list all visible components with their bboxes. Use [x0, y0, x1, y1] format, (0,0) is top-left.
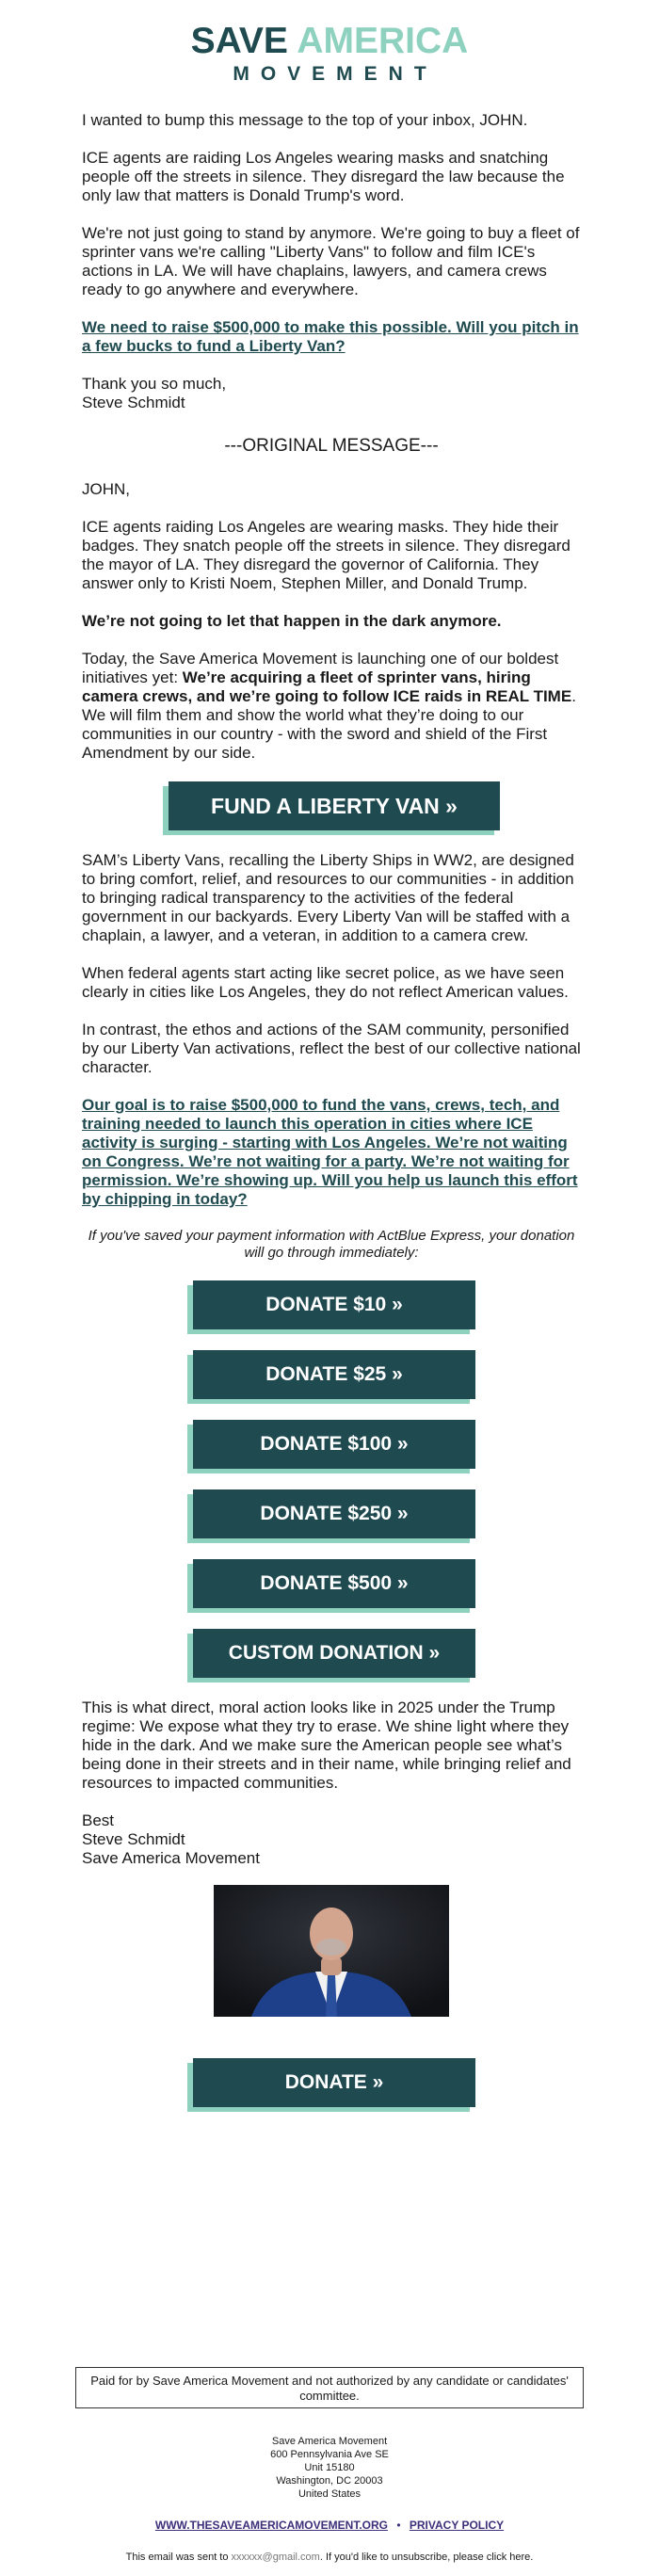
steve-schmidt-photo — [214, 1885, 449, 2017]
goal-link[interactable]: Our goal is to raise $500,000 to fund the vans, crews, tech, and training needed to launch this operation in cities where ICE activity is surging - starting with Los Angeles. We’re not waiting on Congress. We’re not waiting for a party. We’re not waiting for permission. We’re showing up. Will you help us launch this effort by chipping in today? — [82, 1096, 578, 1208]
address-line: 600 Pennsylvania Ave SE — [270, 2449, 389, 2460]
address-line: Washington, DC 20003 — [276, 2475, 383, 2487]
initiative-paragraph — [82, 650, 581, 763]
donate-25-button[interactable]: DONATE $25 » — [193, 1350, 475, 1399]
address-line: Save America Movement — [271, 2436, 388, 2447]
logo-america: AMERICA — [297, 21, 469, 61]
closing-text: Best — [82, 1811, 115, 1829]
sent-email: xxxxxx@gmail.com — [231, 2552, 320, 2563]
closing-org: Save America Movement — [82, 1849, 260, 1867]
actblue-note: If you've saved your payment information with ActBlue Express, your donation will go through immediately: — [88, 1228, 575, 1261]
custom-donation-button[interactable]: CUSTOM DONATION » — [193, 1629, 475, 1678]
original-message-header: ---ORIGINAL MESSAGE--- — [224, 436, 439, 456]
email-body — [82, 111, 581, 2128]
secret-police-paragraph: When federal agents start acting like secret police, as we have seen clearly in cities like Los Angeles, they do not reflect American values. — [82, 964, 569, 1001]
vans-paragraph: We're not just going to stand by anymore. We're going to buy a fleet of sprinter vans we're calling "Liberty Vans" to follow and film ICE's actions in LA. We will have chaplains, lawyers, and camera crews ready to go anywhere and everywhere. — [82, 224, 580, 298]
donate-final-button[interactable]: DONATE » — [193, 2058, 475, 2107]
footer-separator: • — [396, 2519, 401, 2532]
mailing-address — [0, 2435, 659, 2501]
logo-movement: MOVEMENT — [233, 63, 438, 85]
raid-paragraph: ICE agents raiding Los Angeles are wearing masks. They hide their badges. They snatch people off the streets in silence. They disregard the mayor of LA. They disregard the governor of California. They answer only to Kristi Noem, Stephen Miller, and Donald Trump. — [82, 518, 571, 592]
thanks-text: Thank you so much, — [82, 375, 227, 393]
donate-10-button[interactable]: DONATE $10 » — [193, 1280, 475, 1329]
salutation: JOHN, — [82, 480, 130, 498]
sent-prefix: This email was sent to — [125, 2552, 232, 2563]
website-link[interactable]: WWW.THESAVEAMERICAMOVEMENT.ORG — [154, 2519, 388, 2532]
address-line: Unit 15180 — [304, 2462, 355, 2473]
initiative-text-a: Today, the Save America Movement is launching one of our boldest initiatives yet: — [82, 650, 559, 686]
closing-name: Steve Schmidt — [82, 1830, 185, 1848]
privacy-policy-link[interactable]: PRIVACY POLICY — [409, 2519, 505, 2532]
moral-action-paragraph: This is what direct, moral action looks like in 2025 under the Trump regime: We expose what they try to erase. We shine light where they hide in the dark. And we make sure the American people see what’s being done in their streets and in their name, while bringing relief and resources to impacted communities. — [82, 1699, 571, 1792]
liberty-vans-paragraph: SAM’s Liberty Vans, recalling the Liberty Ships in WW2, are designed to bring comfort, relief, and resources to our communities - in addition to bringing radical transparency to the activities of the federal government in our backyards. Every Liberty Van will be staffed with a chaplain, a lawyer, and a veteran, in addition to a camera crew. — [82, 851, 574, 944]
ice-paragraph: ICE agents are raiding Los Angeles wearing masks and snatching people off the streets in silence. They disregard the law because the only law that matters is Donald Trump's word. — [82, 149, 565, 204]
donate-100-button[interactable]: DONATE $100 » — [193, 1420, 475, 1469]
address-line: United States — [297, 2488, 362, 2500]
logo-save: SAVE — [190, 21, 288, 61]
not-in-dark-paragraph: We’re not going to let that happen in the dark anymore. — [82, 612, 502, 630]
signer-name: Steve Schmidt — [82, 394, 185, 411]
bump-paragraph: I wanted to bump this message to the top of your inbox, JOHN. — [82, 111, 528, 129]
initiative-text-b: . We will film them and show the world what they’re doing to our communities in our country - with the sword and shield of the First Amendment by our side. — [82, 687, 576, 762]
ethos-paragraph: In contrast, the ethos and actions of the SAM community, personified by our Liberty Van activations, reflect the best of our collective national character. — [82, 1021, 581, 1076]
donate-button-list — [82, 1280, 581, 1678]
fund-liberty-van-button[interactable]: FUND A LIBERTY VAN » — [169, 781, 500, 830]
signature-block — [82, 1811, 581, 1868]
unsubscribe-text[interactable]: . If you'd like to unsubscribe, please click here. — [319, 2552, 534, 2563]
save-america-logo — [0, 23, 659, 87]
sent-to-notice — [0, 2548, 659, 2567]
portrait-illustration — [214, 1885, 449, 2017]
footer-links — [0, 2516, 659, 2535]
raise-link[interactable]: We need to raise $500,000 to make this possible. Will you pitch in a few bucks to fund a Liberty Van? — [82, 318, 579, 355]
donate-500-button[interactable]: DONATE $500 » — [193, 1559, 475, 1608]
paid-for-disclaimer: Paid for by Save America Movement and not authorized by any candidate or candidates' committee. — [75, 2367, 584, 2408]
initiative-bold: We’re acquiring a fleet of sprinter vans, hiring camera crews, and we’re going to follow ICE raids in REAL TIME — [82, 668, 572, 705]
donate-250-button[interactable]: DONATE $250 » — [193, 1489, 475, 1538]
logo-wordmark — [0, 23, 659, 60]
